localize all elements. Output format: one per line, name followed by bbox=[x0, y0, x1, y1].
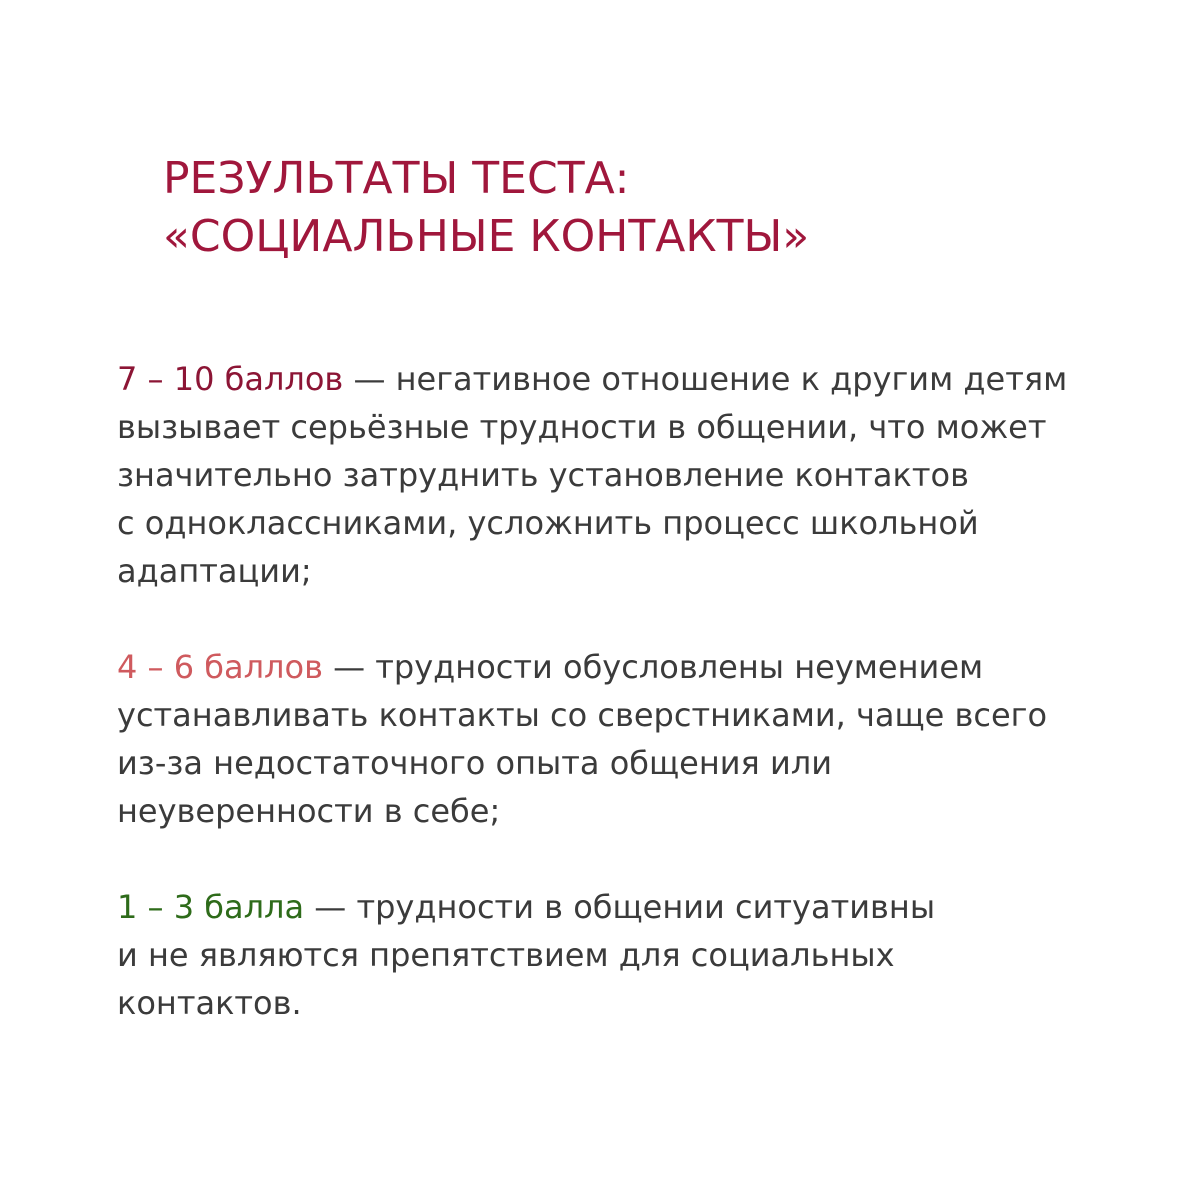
result-high bbox=[117, 355, 1157, 595]
result-low-line-3: контактов. bbox=[117, 984, 302, 1022]
result-low-line-1 bbox=[117, 883, 1157, 931]
score-mid: 4 – 6 баллов bbox=[117, 648, 323, 686]
result-high-line-2: вызывает серьёзные трудности в общении, что может bbox=[117, 408, 1047, 446]
result-mid-line-3: из-за недостаточного опыта общения или bbox=[117, 744, 833, 782]
score-low: 1 – 3 балла bbox=[117, 888, 305, 926]
result-high-line-4: с одноклассниками, усложнить процесс школьной bbox=[117, 504, 979, 542]
title-line-2: «СОЦИАЛЬНЫЕ КОНТАКТЫ» bbox=[163, 211, 810, 262]
result-high-text-1: — негативное отношение к другим детям bbox=[343, 360, 1068, 398]
result-mid bbox=[117, 643, 1157, 835]
result-mid-line-4: неуверенности в себе; bbox=[117, 792, 501, 830]
title-line-1: РЕЗУЛЬТАТЫ ТЕСТА: bbox=[163, 153, 630, 204]
result-mid-text-1: — трудности обусловлены неумением bbox=[322, 648, 984, 686]
result-high-line-5: адаптации; bbox=[117, 552, 312, 590]
result-low-text-1: — трудности в общении ситуативны bbox=[304, 888, 936, 926]
result-low bbox=[117, 883, 1157, 1027]
result-mid-line-2: устанавливать контакты со сверстниками, чаще всего bbox=[117, 696, 1048, 734]
result-mid-line-1 bbox=[117, 643, 1157, 691]
results-list bbox=[117, 355, 1157, 1027]
result-high-line-3: значительно затруднить установление контактов bbox=[117, 456, 969, 494]
result-low-line-2: и не являются препятствием для социальных bbox=[117, 936, 895, 974]
page-title bbox=[163, 150, 809, 266]
result-high-line-1 bbox=[117, 355, 1157, 403]
score-high: 7 – 10 баллов bbox=[117, 360, 344, 398]
